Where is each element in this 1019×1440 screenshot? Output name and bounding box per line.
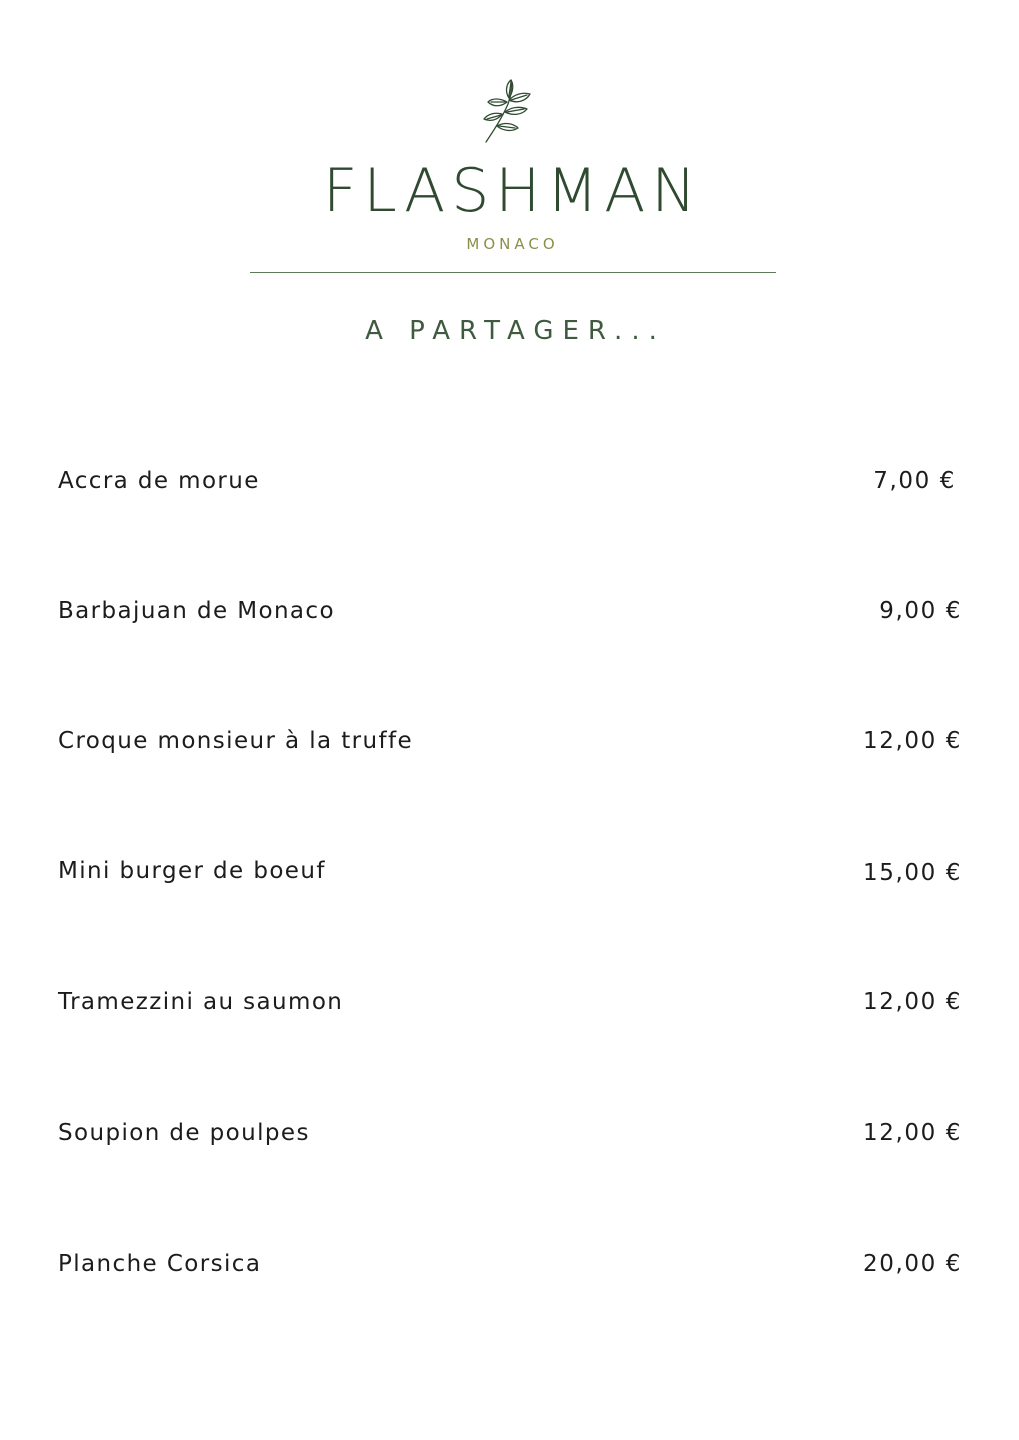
brand-location: MONACO — [466, 235, 559, 253]
menu-item-name: Accra de morue — [58, 468, 260, 494]
menu-item — [58, 1247, 962, 1281]
menu-item-name: Barbajuan de Monaco — [58, 598, 335, 624]
menu-item — [58, 724, 962, 758]
section-title: A PARTAGER... — [365, 316, 666, 346]
menu-item — [58, 856, 962, 890]
menu-item — [58, 464, 962, 498]
menu-item-price: 12,00 € — [863, 989, 962, 1015]
menu-item-price: 9,00 € — [879, 598, 962, 624]
menu-item-price: 20,00 € — [863, 1251, 962, 1277]
menu-item — [58, 594, 962, 628]
header-divider — [250, 272, 776, 273]
menu-item-name: Planche Corsica — [58, 1251, 262, 1277]
menu-item-name: Soupion de poulpes — [58, 1120, 310, 1146]
menu-item-price: 12,00 € — [863, 728, 962, 754]
menu-item-price: 7,00 € — [873, 468, 956, 494]
menu-item-price: 12,00 € — [863, 1120, 962, 1146]
menu-item-name: Croque monsieur à la truffe — [58, 728, 414, 754]
menu-item-name: Mini burger de boeuf — [58, 858, 326, 884]
menu-item — [58, 1116, 962, 1150]
menu-item-name: Tramezzini au saumon — [58, 989, 344, 1015]
brand-name: FLASHMAN — [322, 156, 703, 226]
menu-item-price: 15,00 € — [863, 860, 962, 886]
olive-branch-icon — [478, 74, 536, 146]
menu-item — [58, 985, 962, 1019]
